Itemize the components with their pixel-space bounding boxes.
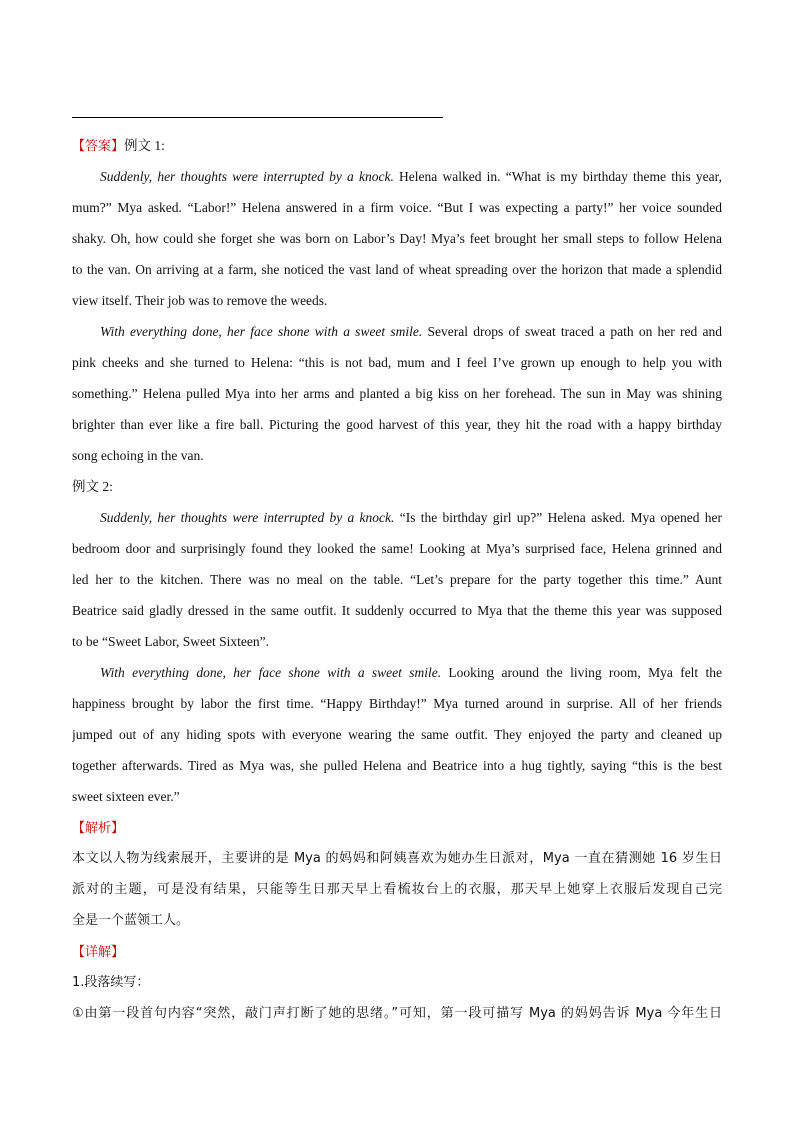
text-line [72,657,722,688]
text-line [72,161,722,192]
text-line: view itself. Their job was to remove the weeds. [72,293,328,308]
detail-paragraph [72,967,722,1029]
detail-heading [72,936,722,967]
text-line [72,316,722,347]
lead-sentence: With everything done, her face shone with a sweet smile. [100,665,442,680]
line-text: “Is the birthday girl up?” Helena asked. Mya opened her [394,510,722,525]
text-line: 全是一个蓝领工人。 [72,913,190,928]
text-line: mum?” Mya asked. “Labor!” Helena answered in a firm voice. “But I was expecting a party!” her voice sounded [72,200,722,215]
lead-sentence: With everything done, her face shone with a sweet smile. [100,324,423,339]
example2-paragraph1 [72,502,722,657]
lead-sentence: Suddenly, her thoughts were interrupted by a knock. [100,510,395,525]
line-text: Looking around the living room, Mya felt the [441,665,722,680]
detail-item-title: 1.段落续写： [72,975,150,990]
text-line: 本文以人物为线索展开，主要讲的是 Mya 的妈妈和阿姨喜欢为她办生日派对，Mya 一直在猜测她 16 岁生日 [72,851,722,866]
text-line: 派对的主题，可是没有结果，只能等生日那天早上看梳妆台上的衣服，那天早上她穿上衣服后发现自己完 [72,882,722,897]
example2-paragraph2 [72,657,722,812]
answer-tag: 【答案】 [72,139,125,154]
text-line: Beatrice said gladly dressed in the same outfit. It suddenly occurred to Mya that the theme this year was supposed [72,603,722,618]
text-line: to the van. On arriving at a farm, she noticed the vast land of wheat spreading over the horizon that made a splendid [72,262,722,277]
text-line: song echoing in the van. [72,448,204,463]
analysis-paragraph [72,843,722,936]
line-text: Several drops of sweat traced a path on her red and [422,324,722,339]
header-divider [72,117,443,118]
text-line: bedroom door and surprisingly found they looked the same! Looking at Mya’s surprised face, Helena grinned and [72,541,722,556]
text-line: to be “Sweet Labor, Sweet Sixteen”. [72,634,270,649]
example2-label: 例文 2: [72,479,113,494]
detail-tag: 【详解】 [72,945,125,960]
analysis-heading [72,812,722,843]
text-line [72,502,722,533]
answer-heading [72,130,722,161]
detail-item-text: ①由第一段首句内容“突然，敲门声打断了她的思绪。”可知，第一段可描写 Mya 的妈妈告诉 Mya 今年生日 [72,1006,722,1021]
text-line: pink cheeks and she turned to Helena: “this is not bad, mum and I feel I’ve grown up enough to help you with [72,355,722,370]
text-line: shaky. Oh, how could she forget she was born on Labor’s Day! Mya’s feet brought her small steps to follow Helena [72,231,722,246]
document-page [72,130,722,1029]
example1-paragraph2 [72,316,722,471]
text-line: sweet sixteen ever.” [72,789,180,804]
example1-label: 例文 1: [124,138,165,153]
analysis-tag: 【解析】 [72,821,125,836]
text-line: something.” Helena pulled Mya into her arms and planted a big kiss on her forehead. The sun in May was shining [72,386,722,401]
text-line: happiness brought by labor the first time. “Happy Birthday!” Mya turned around in surprise. All of her friends [72,696,722,711]
text-line: led her to the kitchen. There was no meal on the table. “Let’s prepare for the party together this time.” Aunt [72,572,722,587]
text-line: jumped out of any hiding spots with everyone wearing the same outfit. They enjoyed the party and cleaned up [72,727,722,742]
lead-sentence: Suddenly, her thoughts were interrupted by a knock. [100,169,394,184]
text-line: together afterwards. Tired as Mya was, she pulled Helena and Beatrice into a hug tightly, saying “this is the best [72,758,722,773]
example1-paragraph1 [72,161,722,316]
text-line: brighter than ever like a fire ball. Picturing the good harvest of this year, they hit the road with a happy birthday [72,417,722,432]
line-text: Helena walked in. “What is my birthday theme this year, [393,169,722,184]
